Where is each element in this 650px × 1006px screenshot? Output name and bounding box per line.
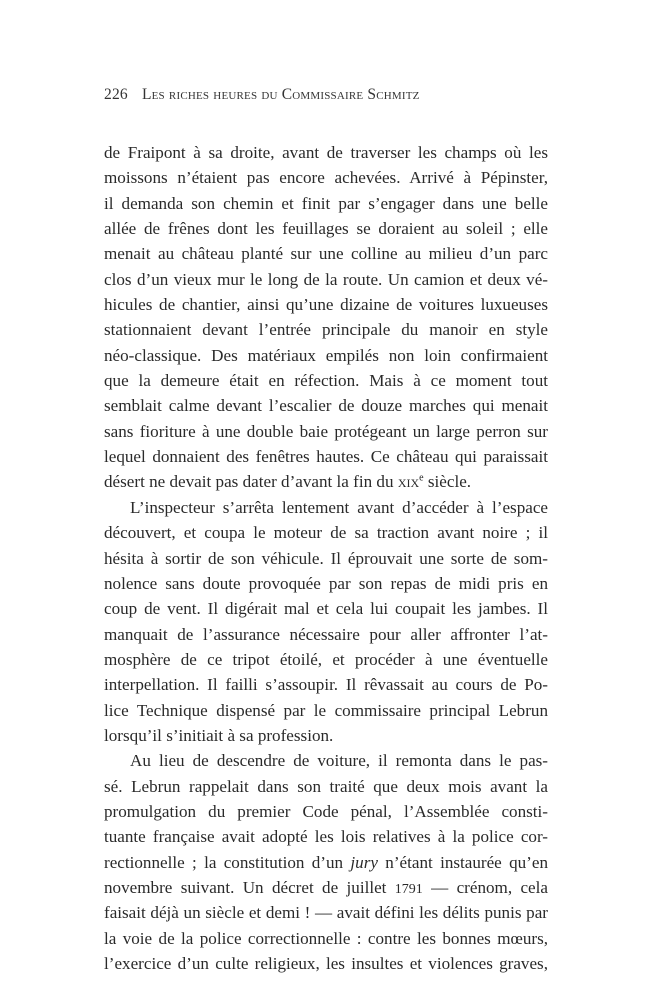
text-line bbox=[104, 774, 548, 799]
text-line bbox=[104, 444, 548, 469]
text-line-content: de Fraipont à sa droite, avant de traverser les champs où les bbox=[104, 143, 548, 162]
text-line-content: découvert, et coupa le moteur de sa traction avant noire ; il bbox=[104, 523, 548, 543]
text-line bbox=[104, 343, 548, 368]
text-line bbox=[104, 165, 548, 190]
text-line bbox=[104, 495, 548, 520]
text-line bbox=[104, 799, 548, 824]
text-line bbox=[104, 368, 548, 393]
text-line bbox=[104, 926, 548, 951]
text-line bbox=[104, 723, 548, 748]
italic-word: jury bbox=[350, 852, 378, 872]
year-figure: 1791 bbox=[394, 881, 423, 897]
running-title: Les riches heures du Commissaire Schmitz bbox=[141, 86, 420, 103]
page-number: 226 bbox=[104, 86, 128, 103]
text-line-content: menait au château planté sur une colline au milieu d’un parc bbox=[104, 244, 548, 264]
text-line-content: sans fioriture à une double baie protégeant un large perron sur bbox=[104, 421, 548, 441]
text-line bbox=[104, 546, 548, 571]
text-line bbox=[104, 191, 548, 216]
text-line-content: clos d’un vieux mur le long de la route. Un camion et deux vé- bbox=[104, 269, 548, 289]
text-line-content: mosphère de ce tripot étoilé, et procéder à une éventuelle bbox=[104, 649, 548, 669]
text-line bbox=[104, 647, 548, 672]
text-line-content: stationnaient devant l’entrée principale du manoir en style bbox=[104, 320, 548, 340]
superscript: e bbox=[419, 472, 424, 484]
roman-numeral: xix bbox=[397, 472, 420, 492]
text-line-content: néo-classique. Des matériaux empilés non loin confirmaient bbox=[104, 345, 548, 365]
running-head bbox=[104, 86, 420, 104]
text-line-content: désert ne devait pas dater d’avant la fin du bbox=[104, 472, 398, 492]
text-line bbox=[104, 267, 548, 292]
text-line-content: sé. Lebrun rappelait dans son traité que deux mois avant la bbox=[104, 776, 548, 796]
text-line bbox=[104, 317, 548, 342]
text-line bbox=[104, 698, 548, 723]
text-line-content: allée de frênes dont les feuillages se doraient au soleil ; elle bbox=[104, 219, 548, 239]
text-line bbox=[104, 520, 548, 545]
text-line bbox=[104, 824, 548, 849]
text-line-content: que la demeure était en réfection. Mais à ce moment tout bbox=[104, 371, 548, 391]
text-line-content: L’inspecteur s’arrêta lentement avant d’accéder à l’espace bbox=[130, 497, 548, 517]
text-line-content: nolence sans doute provoquée par son repas de midi pris en bbox=[104, 573, 548, 593]
text-line bbox=[104, 292, 548, 317]
text-line-content: rectionnelle ; la constitution d’un bbox=[104, 852, 351, 872]
text-line-continuation: — crénom, cela bbox=[422, 877, 548, 897]
text-line bbox=[104, 596, 548, 621]
text-line bbox=[104, 571, 548, 596]
text-line-content: promulgation du premier Code pénal, l’Assemblée consti- bbox=[104, 801, 548, 821]
text-line-continuation: n’étant instaurée qu’en bbox=[377, 852, 549, 872]
body-text bbox=[104, 140, 548, 976]
text-line-content: lequel donnaient des fenêtres hautes. Ce château qui paraissait bbox=[104, 447, 548, 467]
text-line-content: Au lieu de descendre de voiture, il remonta dans le pas- bbox=[130, 751, 548, 771]
text-line bbox=[104, 951, 548, 976]
text-line-content: coup de vent. Il digérait mal et cela lui coupait les jambes. Il bbox=[104, 599, 548, 619]
text-line bbox=[104, 419, 548, 444]
text-line bbox=[104, 393, 548, 418]
text-line bbox=[104, 622, 548, 647]
text-line-content: lice Technique dispensé par le commissaire principal Lebrun bbox=[104, 700, 548, 720]
text-line-content: semblait calme devant l’escalier de douze marches qui menait bbox=[104, 396, 548, 416]
text-line bbox=[104, 875, 548, 900]
text-line bbox=[104, 140, 548, 165]
text-line-content: manquait de l’assurance nécessaire pour aller affronter l’at- bbox=[104, 624, 548, 644]
text-line-content: faisait déjà un siècle et demi ! — avait défini les délits punis par bbox=[104, 903, 548, 923]
text-line-content: hésita à sortir de son véhicule. Il éprouvait une sorte de som- bbox=[104, 548, 548, 568]
text-line bbox=[104, 216, 548, 241]
text-line bbox=[104, 748, 548, 773]
text-line bbox=[104, 850, 548, 875]
text-line-content: tuante française avait adopté les lois relatives à la police cor- bbox=[104, 827, 548, 847]
text-line-content: hicules de chantier, ainsi qu’une dizaine de voitures luxueuses bbox=[104, 295, 548, 315]
text-line-content: lorsqu’il s’initiait à sa profession. bbox=[104, 725, 334, 745]
text-line-content: l’exercice d’un culte religieux, les insultes et violences graves, bbox=[104, 954, 548, 973]
text-line-content: novembre suivant. Un décret de juillet bbox=[104, 877, 395, 897]
text-line-content: interpellation. Il failli s’assoupir. Il rêvassait au cours de Po- bbox=[104, 675, 548, 695]
text-line-content: la voie de la police correctionnelle : contre les bonnes mœurs, bbox=[104, 928, 548, 948]
text-line-continuation: siècle. bbox=[423, 472, 472, 492]
text-line bbox=[104, 900, 548, 925]
text-line-content: il demanda son chemin et finit par s’engager dans une belle bbox=[104, 193, 548, 213]
text-line bbox=[104, 672, 548, 697]
text-line bbox=[104, 469, 548, 494]
text-line bbox=[104, 241, 548, 266]
text-line-content: moissons n’étaient pas encore achevées. Arrivé à Pépinster, bbox=[104, 168, 548, 188]
